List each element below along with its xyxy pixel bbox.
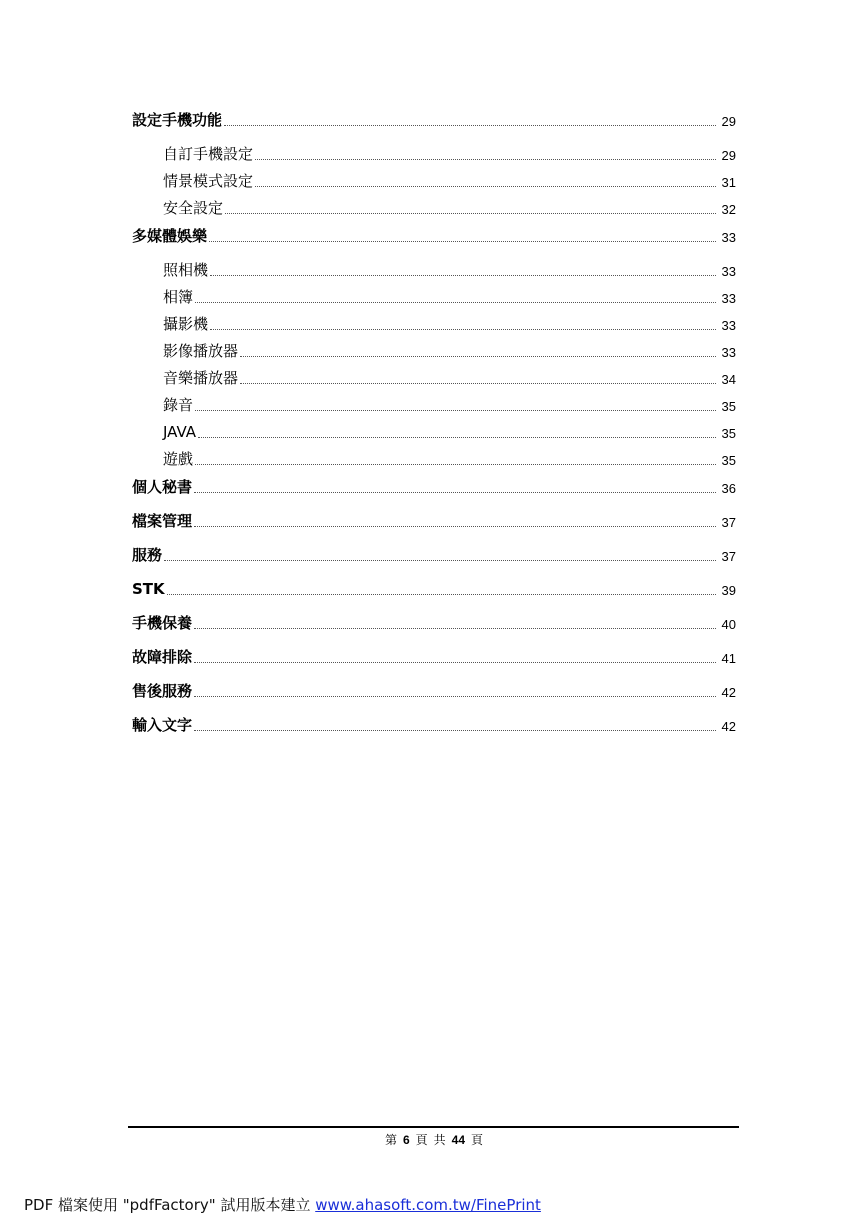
toc-entry-title: 照相機	[163, 261, 209, 279]
toc-entry-page: 29	[721, 114, 736, 129]
toc-entry-title: 情景模式設定	[163, 172, 254, 190]
toc-entry[interactable]	[132, 541, 736, 563]
watermark-text: PDF 檔案使用 "pdfFactory" 試用版本建立	[24, 1196, 316, 1214]
toc-leader-dots	[225, 212, 716, 214]
pdf-factory-watermark	[24, 1194, 541, 1215]
toc-entry-title: JAVA	[163, 423, 197, 441]
toc-entry-title: STK	[132, 580, 165, 598]
toc-entry-page: 42	[721, 719, 736, 734]
toc-entry[interactable]	[132, 575, 736, 597]
toc-entry-title: 設定手機功能	[132, 111, 223, 129]
page-number-page-word: 頁	[415, 1133, 428, 1147]
toc-leader-dots	[255, 185, 716, 187]
toc-entry-title: 檔案管理	[132, 512, 193, 530]
toc-entry-page: 33	[721, 345, 736, 360]
toc-entry[interactable]	[163, 194, 736, 216]
toc-entry[interactable]	[132, 643, 736, 665]
toc-entry-page: 31	[721, 175, 736, 190]
toc-leader-dots	[194, 729, 716, 731]
toc-leader-dots	[164, 559, 716, 561]
toc-entry-page: 35	[721, 453, 736, 468]
toc-entry-page: 34	[721, 372, 736, 387]
toc-entry[interactable]	[163, 256, 736, 278]
page-number-prefix: 第	[384, 1133, 397, 1147]
page-number	[0, 1131, 868, 1148]
page-number-total: 44	[451, 1133, 466, 1147]
toc-entry-page: 35	[721, 399, 736, 414]
toc-entry[interactable]	[163, 167, 736, 189]
toc-entry-title: 遊戲	[163, 450, 194, 468]
toc-leader-dots	[195, 301, 716, 303]
toc-leader-dots	[195, 409, 716, 411]
toc-entry[interactable]	[163, 283, 736, 305]
toc-leader-dots	[194, 661, 716, 663]
toc-entry-page: 41	[721, 651, 736, 666]
toc-entry-title: 攝影機	[163, 315, 209, 333]
toc-leader-dots	[210, 328, 716, 330]
toc-entry-title: 故障排除	[132, 648, 193, 666]
toc-entry-title: 多媒體娛樂	[132, 227, 208, 245]
toc-entry-title: 服務	[132, 546, 163, 564]
toc-entry-title: 影像播放器	[163, 342, 239, 360]
toc-entry-page: 33	[721, 264, 736, 279]
toc-entry[interactable]	[163, 364, 736, 386]
toc-entry-page: 36	[721, 481, 736, 496]
toc-entry-page: 32	[721, 202, 736, 217]
toc-entry[interactable]	[163, 418, 736, 440]
toc-entry-page: 37	[721, 515, 736, 530]
toc-entry-page: 29	[721, 148, 736, 163]
toc-entry-title: 自訂手機設定	[163, 145, 254, 163]
toc-leader-dots	[210, 274, 716, 276]
toc-leader-dots	[194, 627, 716, 629]
toc-leader-dots	[194, 525, 716, 527]
toc-entry-title: 個人秘書	[132, 478, 193, 496]
toc-entry[interactable]	[132, 711, 736, 733]
page-number-current: 6	[402, 1133, 410, 1147]
toc-entry[interactable]	[132, 677, 736, 699]
footer-divider	[128, 1126, 739, 1128]
toc-leader-dots	[194, 491, 716, 493]
toc-entry-title: 錄音	[163, 396, 194, 414]
toc-leader-dots	[255, 158, 716, 160]
toc-entry[interactable]	[132, 609, 736, 631]
toc-entry[interactable]	[163, 391, 736, 413]
toc-leader-dots	[240, 355, 716, 357]
toc-leader-dots	[195, 463, 716, 465]
toc-leader-dots	[167, 593, 716, 595]
toc-entry-title: 輸入文字	[132, 716, 193, 734]
toc-entry-title: 手機保養	[132, 614, 193, 632]
toc-entry[interactable]	[132, 507, 736, 529]
toc-entry-page: 35	[721, 426, 736, 441]
toc-entry[interactable]	[132, 222, 736, 244]
toc-entry-title: 音樂播放器	[163, 369, 239, 387]
toc-leader-dots	[198, 436, 716, 438]
toc-entry-page: 33	[721, 291, 736, 306]
toc-entry-page: 37	[721, 549, 736, 564]
toc-leader-dots	[194, 695, 716, 697]
toc-entry-title: 相簿	[163, 288, 194, 306]
toc-entry[interactable]	[132, 473, 736, 495]
toc-entry[interactable]	[163, 445, 736, 467]
watermark-link[interactable]: www.ahasoft.com.tw/FinePrint	[315, 1196, 541, 1214]
page-number-suffix: 頁	[471, 1133, 484, 1147]
page-number-total-word: 共	[433, 1133, 446, 1147]
toc-entry[interactable]	[163, 337, 736, 359]
toc-entry-title: 安全設定	[163, 199, 224, 217]
toc-entry-page: 33	[721, 230, 736, 245]
toc-entry[interactable]	[132, 106, 736, 128]
toc-entry-page: 39	[721, 583, 736, 598]
toc-entry-page: 42	[721, 685, 736, 700]
toc-leader-dots	[240, 382, 716, 384]
toc-entry-title: 售後服務	[132, 682, 193, 700]
toc-leader-dots	[224, 124, 716, 126]
toc-entry[interactable]	[163, 310, 736, 332]
toc-entry-page: 33	[721, 318, 736, 333]
toc-entry[interactable]	[163, 140, 736, 162]
toc-entry-page: 40	[721, 617, 736, 632]
toc-leader-dots	[209, 240, 716, 242]
